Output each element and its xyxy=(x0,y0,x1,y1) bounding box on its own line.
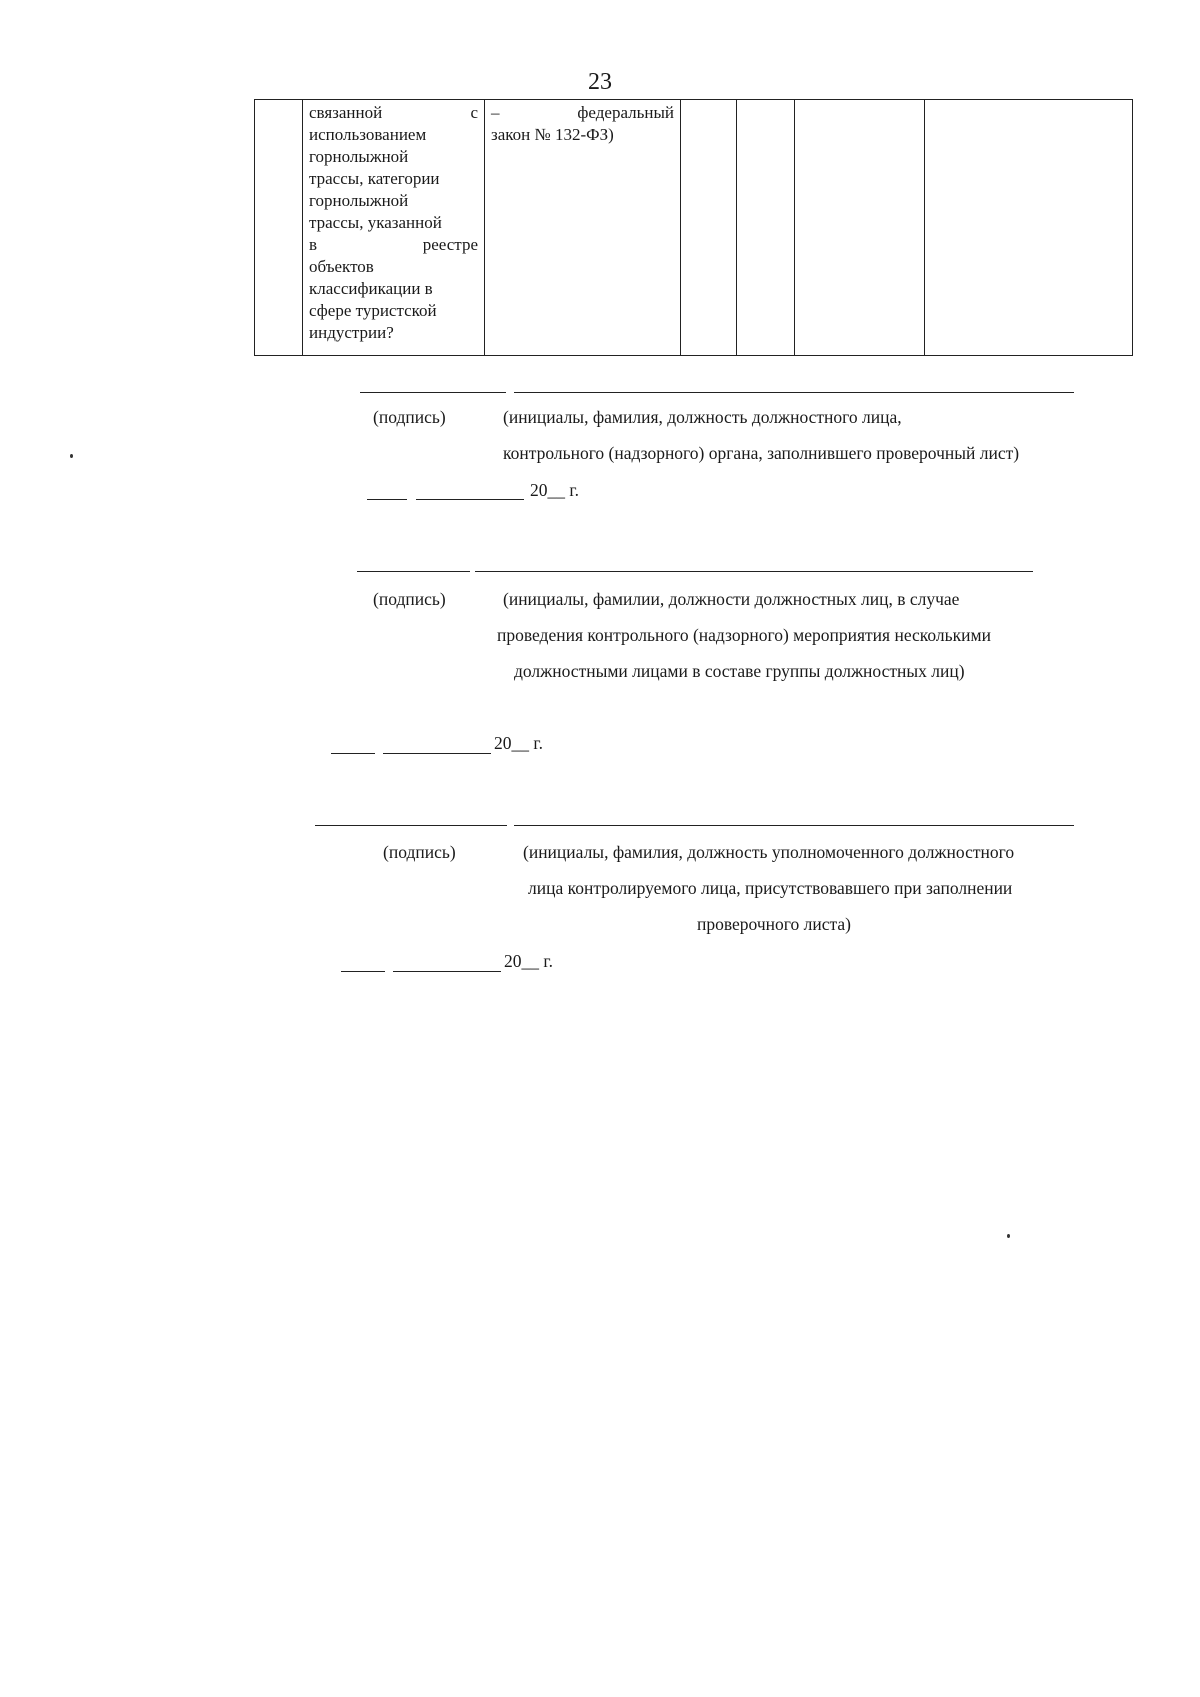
description-line: должностными лицами в составе группы должностных лиц) xyxy=(514,661,965,681)
date-text: 20__ г. xyxy=(494,733,543,753)
signature-label: (подпись) xyxy=(373,589,446,609)
question-line: трассы, категории xyxy=(309,169,440,188)
name-line xyxy=(514,825,1074,826)
requisites-cell xyxy=(485,100,681,356)
description-line: контрольного (надзорного) органа, заполнившего проверочный лист) xyxy=(503,443,1020,463)
requisite-line: – федеральный xyxy=(491,103,674,122)
answer-na-cell xyxy=(795,100,925,356)
name-line xyxy=(514,392,1074,393)
day-line xyxy=(331,753,375,754)
question-line: горнолыжной xyxy=(309,191,409,210)
description-line: лица контролируемого лица, присутствовавшего при заполнении xyxy=(528,878,1013,898)
question-line: классификации в xyxy=(309,279,433,298)
date-text: 20__ г. xyxy=(504,951,553,971)
date-text: 20__ г. xyxy=(530,480,579,500)
scan-speck xyxy=(1007,1234,1010,1238)
scan-speck xyxy=(70,454,73,458)
question-line: трассы, указанной xyxy=(309,213,442,232)
answer-no-cell xyxy=(737,100,795,356)
signature-line xyxy=(360,392,506,393)
question-line: индустрии? xyxy=(309,323,394,342)
description-line: (инициалы, фамилии, должности должностных лиц, в случае xyxy=(503,589,960,609)
question-line: в реестре xyxy=(309,235,478,254)
question-line: сфере туристской xyxy=(309,301,437,320)
description-line: (инициалы, фамилия, должность должностного лица, xyxy=(503,407,902,427)
requisite-line: закон № 132-ФЗ) xyxy=(491,125,614,144)
description-line: (инициалы, фамилия, должность уполномоченного должностного xyxy=(523,842,1015,862)
month-line xyxy=(416,499,524,500)
answer-yes-cell xyxy=(681,100,737,356)
comment-cell xyxy=(925,100,1133,356)
month-line xyxy=(393,971,501,972)
number-cell xyxy=(255,100,303,356)
description-line: проверочного листа) xyxy=(697,914,851,934)
signature-label: (подпись) xyxy=(383,842,456,862)
table-row xyxy=(255,100,1133,356)
question-line: связанной с xyxy=(309,103,478,122)
signature-line xyxy=(357,571,470,572)
signature-label: (подпись) xyxy=(373,407,446,427)
checklist-table xyxy=(254,99,1133,356)
month-line xyxy=(383,753,491,754)
description-line: проведения контрольного (надзорного) мероприятия несколькими xyxy=(497,625,991,645)
question-line: использованием xyxy=(309,125,427,144)
day-line xyxy=(367,499,407,500)
day-line xyxy=(341,971,385,972)
signature-line xyxy=(315,825,507,826)
name-line xyxy=(475,571,1033,572)
question-line: объектов xyxy=(309,257,374,276)
question-line: горнолыжной xyxy=(309,147,409,166)
page-number: 23 xyxy=(588,69,612,95)
question-cell xyxy=(303,100,485,356)
